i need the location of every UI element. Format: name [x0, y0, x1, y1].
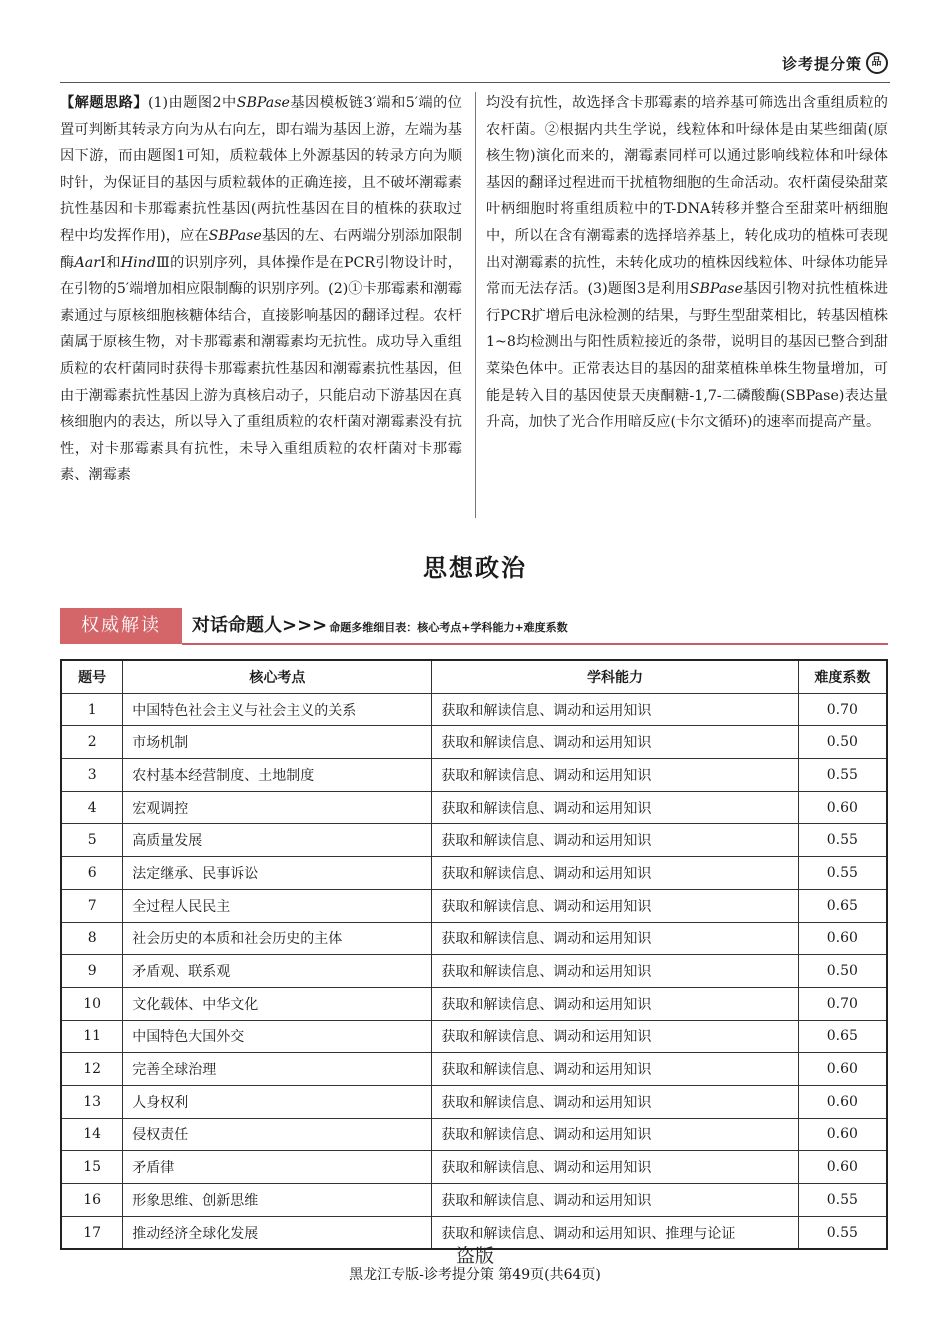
cell-difficulty: 0.60 [798, 1053, 887, 1086]
solution-text-run: SBPase [236, 95, 290, 111]
cell-question-no: 3 [61, 759, 123, 792]
solution-text-run: 基因的左、右两端分别添加限制酶 [60, 227, 462, 271]
cell-ability: 获取和解读信息、调动和运用知识 [432, 987, 798, 1020]
solution-text-run: SBPase [689, 281, 743, 298]
authority-banner [60, 608, 888, 644]
header-ability: 学科能力 [432, 660, 798, 693]
cell-difficulty: 0.55 [798, 857, 887, 890]
cell-question-no: 14 [61, 1118, 123, 1151]
header-question-no: 题号 [61, 660, 123, 693]
cell-difficulty: 0.70 [798, 693, 887, 726]
table-row [61, 1151, 887, 1184]
cell-ability: 获取和解读信息、调动和运用知识 [432, 726, 798, 759]
cell-difficulty: 0.60 [798, 922, 887, 955]
spec-table [60, 659, 888, 1250]
solution-text-run: Ⅰ和 [100, 254, 121, 271]
cell-ability: 获取和解读信息、调动和运用知识 [432, 693, 798, 726]
cell-difficulty: 0.60 [798, 1118, 887, 1151]
cell-difficulty: 0.55 [798, 1216, 887, 1249]
cell-core-point: 农村基本经营制度、土地制度 [123, 759, 432, 792]
table-row [61, 857, 887, 890]
table-row [61, 1085, 887, 1118]
cell-difficulty: 0.60 [798, 791, 887, 824]
table-row [61, 987, 887, 1020]
banner-main-text: 对话命题人>>> [192, 615, 328, 636]
solution-text-run: Hind [120, 254, 156, 271]
cell-core-point: 文化载体、中华文化 [123, 987, 432, 1020]
banner-heading [192, 611, 568, 637]
cell-question-no: 4 [61, 791, 123, 824]
solution-text-run: 均没有抗性，故选择含卡那霉素的培养基可筛选出含重组质粒的农杆菌。②根据内共生学说，线粒体和叶绿体是由某些细菌(原核生物)演化而来的，潮霉素同样可以通过影响线粒体和叶绿体基因的翻译过程进而干扰植物细胞的生命活动。农杆菌侵染甜菜叶柄细胞时将重组质粒中的T-DNA转移并整合至甜菜叶柄细胞中，所以在含有潮霉素的选择培养基上，转化成功的植株可表现出对潮霉素的抗性，未转化成功的植株因线粒体、叶绿体功能异常而无法存活。(3)题图3是利用 [486, 95, 888, 298]
watermark-stamp: 盗版 [455, 1245, 494, 1267]
cell-difficulty: 0.55 [798, 1184, 887, 1217]
header-divider [60, 82, 890, 83]
cell-ability: 获取和解读信息、调动和运用知识 [432, 759, 798, 792]
table-row [61, 1184, 887, 1217]
table-body [61, 693, 887, 1249]
cell-question-no: 6 [61, 857, 123, 890]
solution-right-column [486, 90, 888, 520]
cell-core-point: 形象思维、创新思维 [123, 1184, 432, 1217]
cell-core-point: 全过程人民民主 [123, 889, 432, 922]
table-row [61, 922, 887, 955]
cell-core-point: 社会历史的本质和社会历史的主体 [123, 922, 432, 955]
solution-text-run: Ⅲ的识别序列，具体操作是在PCR引物设计时，在引物的5′端增加相应限制酶的识别序列。(2)①卡那霉素和潮霉素通过与原核细胞核糖体结合，直接影响基因的翻译过程。农杆菌属于原核生物，对卡那霉素和潮霉素均无抗性。成功导入重组质粒的农杆菌同时获得卡那霉素抗性基因和潮霉素抗性基因，但由于潮霉素抗性基因上游为真核启动子，只能启动下游基因在真核细胞内的表达，所以导入了重组质粒的农杆菌对潮霉素没有抗性，对卡那霉素具有抗性，未导入重组质粒的农杆菌对卡那霉素、潮霉素 [60, 254, 462, 484]
solution-columns [60, 90, 888, 520]
page-footer: 黑龙江专版-诊考提分策 第49页(共64页) [349, 1267, 601, 1283]
table-row [61, 759, 887, 792]
cell-question-no: 13 [61, 1085, 123, 1118]
cell-core-point: 矛盾律 [123, 1151, 432, 1184]
cell-ability: 获取和解读信息、调动和运用知识 [432, 955, 798, 988]
cell-question-no: 10 [61, 987, 123, 1020]
cell-question-no: 5 [61, 824, 123, 857]
table-row [61, 1053, 887, 1086]
cell-difficulty: 0.70 [798, 987, 887, 1020]
cell-ability: 获取和解读信息、调动和运用知识 [432, 1151, 798, 1184]
table-header-row [61, 660, 887, 693]
cell-ability: 获取和解读信息、调动和运用知识 [432, 922, 798, 955]
cell-difficulty: 0.65 [798, 1020, 887, 1053]
brand-title: 诊考提分策 [781, 54, 862, 73]
table-row [61, 824, 887, 857]
cell-question-no: 17 [61, 1216, 123, 1249]
cell-difficulty: 0.55 [798, 824, 887, 857]
cell-difficulty: 0.50 [798, 955, 887, 988]
cell-difficulty: 0.55 [798, 759, 887, 792]
solution-text-run: 基因引物对抗性植株进行PCR扩增后电泳检测的结果，与野生型甜菜相比，转基因植株1~8均检测出与阳性质粒接近的条带，说明目的基因已整合到甜菜染色体中。正常表达目的基因的甜菜植株单株生物量增加，可能是转入目的基因使景天庚酮糖-1,7-二磷酸酶(SBPase)表达量升高，加快了光合作用暗反应(卡尔文循环)的速率而提高产量。 [486, 281, 888, 431]
table-row [61, 955, 887, 988]
cell-core-point: 完善全球治理 [123, 1053, 432, 1086]
cell-question-no: 1 [61, 693, 123, 726]
banner-underline [182, 643, 888, 645]
solution-left-column [60, 90, 462, 520]
table-row [61, 693, 887, 726]
header-core-point: 核心考点 [123, 660, 432, 693]
table-row [61, 791, 887, 824]
cell-difficulty: 0.60 [798, 1085, 887, 1118]
table-row [61, 726, 887, 759]
cell-question-no: 16 [61, 1184, 123, 1217]
solution-text-run: 【解题思路】 [60, 95, 148, 111]
cell-question-no: 2 [61, 726, 123, 759]
table-row [61, 1020, 887, 1053]
cell-difficulty: 0.50 [798, 726, 887, 759]
cell-difficulty: 0.65 [798, 889, 887, 922]
cell-core-point: 侵权责任 [123, 1118, 432, 1151]
cell-ability: 获取和解读信息、调动和运用知识 [432, 791, 798, 824]
header-difficulty: 难度系数 [798, 660, 887, 693]
banner-tag: 权威解读 [60, 608, 182, 644]
cell-ability: 获取和解读信息、调动和运用知识 [432, 1085, 798, 1118]
cell-core-point: 推动经济全球化发展 [123, 1216, 432, 1249]
cell-core-point: 法定继承、民事诉讼 [123, 857, 432, 890]
table-row [61, 889, 887, 922]
cell-core-point: 中国特色社会主义与社会主义的关系 [123, 693, 432, 726]
cell-ability: 获取和解读信息、调动和运用知识 [432, 889, 798, 922]
banner-subtitle: 命题多维细目表：核心考点+学科能力+难度系数 [329, 621, 568, 634]
cell-core-point: 矛盾观、联系观 [123, 955, 432, 988]
solution-text-run: 基因模板链3′端和5′端的位置可判断其转录方向为从右向左，即右端为基因上游，左端为基因下游，而由题图1可知，质粒载体上外源基因的转录方向为顺时针，为保证目的基因与质粒载体的正确连接，且不破坏潮霉素抗性基因和卡那霉素抗性基因(两抗性基因在目的植株的获取过程中均发挥作用)，应在 [60, 95, 462, 244]
cell-question-no: 11 [61, 1020, 123, 1053]
solution-text-run: Aar [74, 254, 100, 271]
cell-core-point: 市场机制 [123, 726, 432, 759]
cell-question-no: 8 [61, 922, 123, 955]
cell-difficulty: 0.60 [798, 1151, 887, 1184]
cell-question-no: 15 [61, 1151, 123, 1184]
cell-ability: 获取和解读信息、调动和运用知识 [432, 1118, 798, 1151]
table-row [61, 1118, 887, 1151]
header-brand [782, 52, 888, 74]
column-divider [475, 92, 476, 518]
cell-ability: 获取和解读信息、调动和运用知识 [432, 1184, 798, 1217]
cell-question-no: 12 [61, 1053, 123, 1086]
cell-core-point: 人身权利 [123, 1085, 432, 1118]
cell-core-point: 中国特色大国外交 [123, 1020, 432, 1053]
cell-core-point: 宏观调控 [123, 791, 432, 824]
cell-ability: 获取和解读信息、调动和运用知识、推理与论证 [432, 1216, 798, 1249]
brand-logo-icon: 品 [866, 52, 888, 74]
cell-question-no: 9 [61, 955, 123, 988]
solution-text-run: (1)由题图2中 [147, 95, 237, 111]
cell-ability: 获取和解读信息、调动和运用知识 [432, 857, 798, 890]
cell-ability: 获取和解读信息、调动和运用知识 [432, 824, 798, 857]
cell-ability: 获取和解读信息、调动和运用知识 [432, 1053, 798, 1086]
cell-ability: 获取和解读信息、调动和运用知识 [432, 1020, 798, 1053]
cell-core-point: 高质量发展 [123, 824, 432, 857]
solution-text-run: SBPase [208, 227, 262, 244]
section-title: 思想政治 [423, 554, 527, 582]
cell-question-no: 7 [61, 889, 123, 922]
